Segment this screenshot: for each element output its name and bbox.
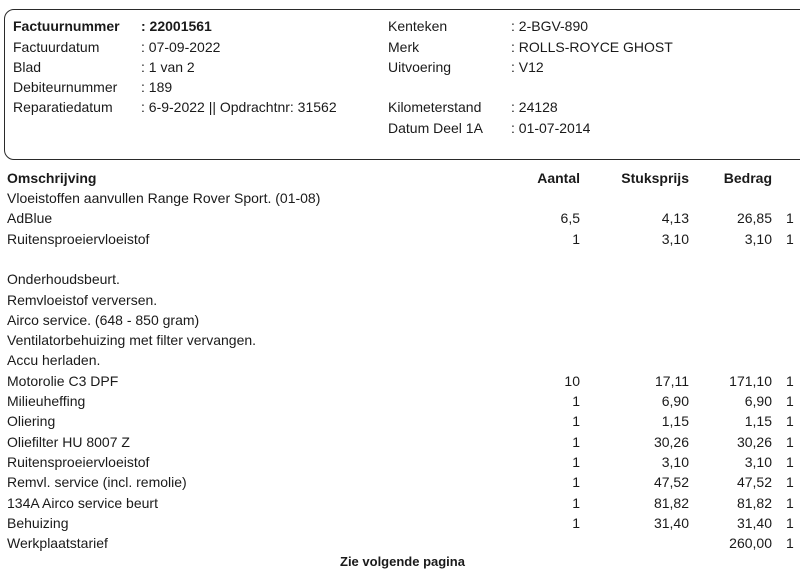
line-description: Oliefilter HU 8007 Z: [7, 433, 130, 450]
invoice-number-label: Factuurnummer: [13, 18, 120, 34]
version-value: : V12: [511, 59, 544, 75]
line-quantity: 1: [572, 453, 580, 470]
table-row: [0, 472, 800, 492]
table-row: [0, 208, 800, 228]
table-row: [0, 310, 800, 330]
line-description: Ventilatorbehuizing met filter vervangen.: [7, 332, 257, 349]
line-unit-price: 1,15: [661, 413, 689, 430]
line-amount: 1,15: [744, 413, 772, 430]
line-amount: 31,40: [736, 514, 772, 531]
page-value: : 1 van 2: [141, 59, 195, 75]
line-quantity: 1: [572, 393, 580, 409]
line-description: Motorolie C3 DPF: [7, 372, 119, 389]
version-label: Uitvoering: [388, 59, 452, 75]
brand-value: : ROLLS-ROYCE GHOST: [511, 39, 673, 55]
debtor-number-label: Debiteurnummer: [13, 79, 118, 95]
line-vat-code: 1: [786, 210, 794, 227]
line-quantity: 1: [572, 514, 580, 531]
table-row: [0, 452, 800, 472]
mileage-label: Kilometerstand: [388, 99, 482, 115]
table-row: [0, 513, 800, 533]
line-unit-price: 3,10: [661, 453, 689, 470]
brand-label: Merk: [388, 39, 420, 55]
line-unit-price: 17,11: [655, 372, 689, 389]
invoice-date-label: Factuurdatum: [13, 39, 100, 55]
line-quantity: 1: [572, 413, 580, 430]
registration-date-label: Datum Deel 1A: [388, 120, 483, 136]
line-quantity: 1: [572, 433, 580, 450]
line-amount: 30,26: [736, 433, 772, 450]
line-vat-code: 1: [786, 453, 794, 470]
line-amount: 81,82: [736, 494, 772, 511]
line-description: Remvl. service (incl. remolie): [7, 474, 187, 491]
column-header-quantity: Aantal: [537, 170, 580, 186]
table-row: [0, 188, 800, 208]
line-vat-code: 1: [786, 413, 794, 430]
repair-date-label: Reparatiedatum: [13, 99, 113, 115]
debtor-number-value: : 189: [141, 79, 173, 95]
line-unit-price: 31,40: [653, 514, 689, 531]
line-description: Onderhoudsbeurt.: [7, 271, 120, 288]
line-vat-code: 1: [786, 514, 794, 531]
line-description: Accu herladen.: [7, 352, 101, 369]
table-row: [0, 249, 800, 269]
line-quantity: 6,5: [560, 210, 580, 227]
line-description: Ruitensproeiervloeistof: [7, 453, 150, 470]
line-vat-code: 1: [786, 230, 794, 247]
line-quantity: 1: [572, 494, 580, 511]
table-row: [0, 432, 800, 452]
registration-date-value: : 01-07-2014: [511, 120, 591, 136]
line-vat-code: 1: [786, 494, 794, 511]
line-vat-code: 1: [786, 535, 794, 552]
line-amount: 6,90: [744, 393, 772, 409]
line-description: Behuizing: [7, 514, 69, 531]
table-row: [0, 371, 800, 391]
table-row: [0, 391, 800, 411]
line-unit-price: 30,26: [653, 433, 689, 450]
line-amount: 3,10: [744, 453, 772, 470]
line-vat-code: 1: [786, 474, 794, 491]
table-row: [0, 533, 800, 553]
line-vat-code: 1: [786, 433, 794, 450]
line-description: Werkplaatstarief: [7, 535, 108, 552]
table-row: [0, 229, 800, 249]
line-unit-price: 6,90: [661, 393, 689, 409]
line-description: 134A Airco service beurt: [7, 494, 158, 511]
line-unit-price: 47,52: [653, 474, 689, 491]
next-page-note: Zie volgende pagina: [340, 554, 465, 569]
line-quantity: 1: [572, 474, 580, 491]
table-row: [0, 290, 800, 310]
line-description: Vloeistoffen aanvullen Range Rover Sport. (01-08): [7, 190, 321, 206]
line-description: Remvloeistof verversen.: [7, 291, 158, 308]
column-header-amount: Bedrag: [723, 170, 772, 186]
invoice-date-value: : 07-09-2022: [141, 39, 221, 55]
line-unit-price: 3,10: [661, 230, 689, 247]
line-unit-price: 81,82: [653, 494, 689, 511]
line-amount: 26,85: [736, 210, 772, 227]
line-description: Airco service. (648 - 850 gram): [7, 311, 200, 328]
line-amount: 3,10: [744, 230, 772, 247]
line-description: Ruitensproeiervloeistof: [7, 230, 150, 247]
line-vat-code: 1: [786, 372, 794, 389]
line-quantity: 10: [564, 372, 580, 389]
line-amount: 47,52: [736, 474, 772, 491]
column-header-unit-price: Stuksprijs: [621, 170, 689, 186]
license-plate-label: Kenteken: [388, 18, 448, 34]
line-description: Milieuheffing: [7, 393, 86, 409]
column-header-description: Omschrijving: [7, 170, 97, 186]
table-row: [0, 350, 800, 370]
table-row: [0, 493, 800, 513]
table-row: [0, 330, 800, 350]
page-label: Blad: [13, 59, 42, 75]
repair-date-value: : 6-9-2022 || Opdrachtnr: 31562: [141, 99, 337, 115]
line-description: AdBlue: [7, 210, 53, 227]
line-vat-code: 1: [786, 393, 794, 409]
table-row: [0, 411, 800, 431]
table-row: [0, 269, 800, 289]
line-description: Oliering: [7, 413, 56, 430]
line-unit-price: 4,13: [661, 210, 689, 227]
line-quantity: 1: [572, 230, 580, 247]
line-amount: 260,00: [729, 535, 772, 552]
license-plate-value: : 2-BGV-890: [511, 18, 589, 34]
invoice-number-value: : 22001561: [141, 18, 212, 34]
mileage-value: : 24128: [511, 99, 558, 115]
line-amount: 171,10: [729, 372, 772, 389]
